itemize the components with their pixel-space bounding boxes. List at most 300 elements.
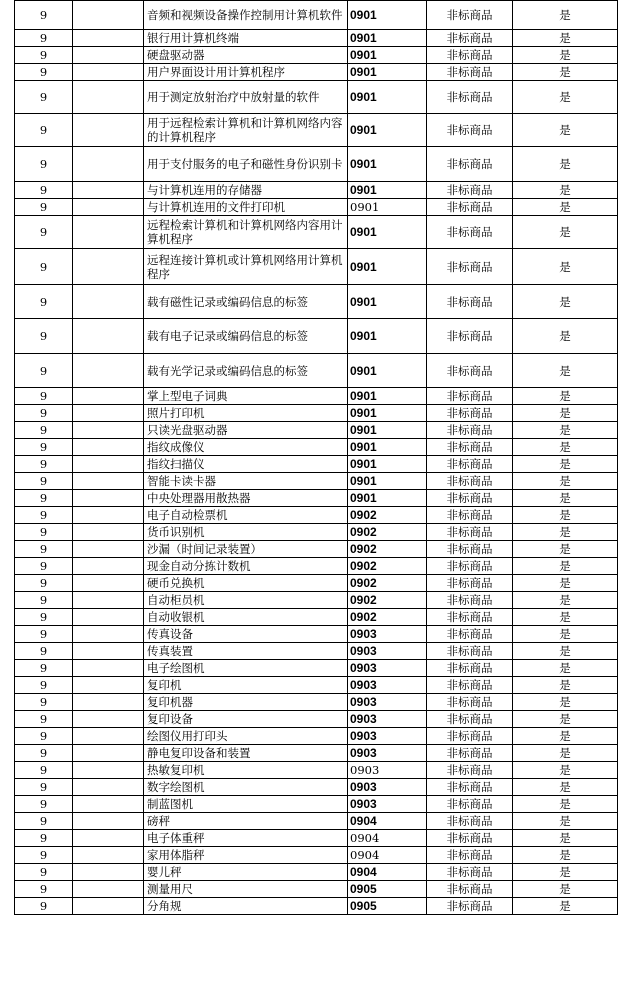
group-code-cell: 0903 <box>348 711 427 728</box>
goods-name-cell: 照片打印机 <box>144 405 348 422</box>
table-row <box>15 745 618 762</box>
class-number-cell: 9 <box>15 575 73 592</box>
blank-cell <box>73 762 144 779</box>
flag-cell: 是 <box>513 114 618 147</box>
blank-cell <box>73 694 144 711</box>
goods-type-cell: 非标商品 <box>427 677 513 694</box>
goods-name-cell: 载有电子记录或编码信息的标签 <box>144 319 348 354</box>
goods-type-cell: 非标商品 <box>427 199 513 216</box>
group-code-cell: 0901 <box>348 456 427 473</box>
blank-cell <box>73 473 144 490</box>
table-row <box>15 575 618 592</box>
class-number-cell: 9 <box>15 30 73 47</box>
goods-name-cell: 与计算机连用的文件打印机 <box>144 199 348 216</box>
blank-cell <box>73 439 144 456</box>
table-row <box>15 507 618 524</box>
group-code-cell: 0901 <box>348 249 427 285</box>
blank-cell <box>73 490 144 507</box>
blank-cell <box>73 285 144 319</box>
group-code-cell: 0905 <box>348 898 427 915</box>
goods-type-cell: 非标商品 <box>427 64 513 81</box>
group-code-cell: 0901 <box>348 216 427 249</box>
goods-name-cell: 只读光盘驱动器 <box>144 422 348 439</box>
goods-name-cell: 电子自动检票机 <box>144 507 348 524</box>
goods-name-cell: 用户界面设计用计算机程序 <box>144 64 348 81</box>
blank-cell <box>73 881 144 898</box>
goods-type-cell: 非标商品 <box>427 796 513 813</box>
class-number-cell: 9 <box>15 541 73 558</box>
goods-name-cell: 中央处理器用散热器 <box>144 490 348 507</box>
blank-cell <box>73 592 144 609</box>
goods-name-cell: 复印机器 <box>144 694 348 711</box>
class-number-cell: 9 <box>15 114 73 147</box>
goods-table <box>14 0 618 915</box>
goods-type-cell: 非标商品 <box>427 81 513 114</box>
blank-cell <box>73 643 144 660</box>
table-row <box>15 779 618 796</box>
goods-name-cell: 婴儿秤 <box>144 864 348 881</box>
table-row <box>15 592 618 609</box>
class-number-cell: 9 <box>15 592 73 609</box>
group-code-cell: 0901 <box>348 199 427 216</box>
table-row <box>15 30 618 47</box>
blank-cell <box>73 354 144 388</box>
table-row <box>15 1 618 30</box>
goods-name-cell: 远程连接计算机或计算机网络用计算机程序 <box>144 249 348 285</box>
goods-type-cell: 非标商品 <box>427 47 513 64</box>
class-number-cell: 9 <box>15 422 73 439</box>
goods-name-cell: 自动收银机 <box>144 609 348 626</box>
goods-name-cell: 掌上型电子词典 <box>144 388 348 405</box>
flag-cell: 是 <box>513 507 618 524</box>
table-row <box>15 354 618 388</box>
blank-cell <box>73 541 144 558</box>
flag-cell: 是 <box>513 422 618 439</box>
goods-type-cell: 非标商品 <box>427 762 513 779</box>
blank-cell <box>73 898 144 915</box>
blank-cell <box>73 1 144 30</box>
flag-cell: 是 <box>513 796 618 813</box>
goods-type-cell: 非标商品 <box>427 473 513 490</box>
blank-cell <box>73 81 144 114</box>
flag-cell: 是 <box>513 881 618 898</box>
blank-cell <box>73 456 144 473</box>
class-number-cell: 9 <box>15 182 73 199</box>
group-code-cell: 0903 <box>348 779 427 796</box>
table-row <box>15 47 618 64</box>
class-number-cell: 9 <box>15 711 73 728</box>
group-code-cell: 0901 <box>348 182 427 199</box>
flag-cell: 是 <box>513 728 618 745</box>
flag-cell: 是 <box>513 216 618 249</box>
group-code-cell: 0901 <box>348 47 427 64</box>
blank-cell <box>73 422 144 439</box>
class-number-cell: 9 <box>15 796 73 813</box>
blank-cell <box>73 216 144 249</box>
goods-type-cell: 非标商品 <box>427 643 513 660</box>
table-row <box>15 609 618 626</box>
blank-cell <box>73 524 144 541</box>
goods-name-cell: 制蓝图机 <box>144 796 348 813</box>
table-row <box>15 147 618 182</box>
group-code-cell: 0901 <box>348 285 427 319</box>
group-code-cell: 0901 <box>348 405 427 422</box>
goods-type-cell: 非标商品 <box>427 626 513 643</box>
goods-type-cell: 非标商品 <box>427 285 513 319</box>
class-number-cell: 9 <box>15 609 73 626</box>
goods-name-cell: 指纹扫描仪 <box>144 456 348 473</box>
flag-cell: 是 <box>513 1 618 30</box>
blank-cell <box>73 677 144 694</box>
group-code-cell: 0902 <box>348 558 427 575</box>
flag-cell: 是 <box>513 30 618 47</box>
class-number-cell: 9 <box>15 779 73 796</box>
class-number-cell: 9 <box>15 507 73 524</box>
class-number-cell: 9 <box>15 898 73 915</box>
goods-name-cell: 用于远程检索计算机和计算机网络内容的计算机程序 <box>144 114 348 147</box>
class-number-cell: 9 <box>15 456 73 473</box>
group-code-cell: 0901 <box>348 64 427 81</box>
group-code-cell: 0901 <box>348 114 427 147</box>
class-number-cell: 9 <box>15 216 73 249</box>
goods-name-cell: 用于测定放射治疗中放射量的软件 <box>144 81 348 114</box>
goods-type-cell: 非标商品 <box>427 711 513 728</box>
group-code-cell: 0901 <box>348 422 427 439</box>
blank-cell <box>73 64 144 81</box>
goods-type-cell: 非标商品 <box>427 728 513 745</box>
goods-type-cell: 非标商品 <box>427 660 513 677</box>
goods-type-cell: 非标商品 <box>427 1 513 30</box>
goods-type-cell: 非标商品 <box>427 114 513 147</box>
goods-type-cell: 非标商品 <box>427 779 513 796</box>
blank-cell <box>73 660 144 677</box>
group-code-cell: 0904 <box>348 813 427 830</box>
table-row <box>15 728 618 745</box>
table-row <box>15 439 618 456</box>
table-row <box>15 677 618 694</box>
group-code-cell: 0902 <box>348 592 427 609</box>
goods-type-cell: 非标商品 <box>427 182 513 199</box>
blank-cell <box>73 813 144 830</box>
class-number-cell: 9 <box>15 64 73 81</box>
flag-cell: 是 <box>513 898 618 915</box>
group-code-cell: 0901 <box>348 319 427 354</box>
class-number-cell: 9 <box>15 147 73 182</box>
group-code-cell: 0901 <box>348 490 427 507</box>
group-code-cell: 0901 <box>348 473 427 490</box>
class-number-cell: 9 <box>15 354 73 388</box>
group-code-cell: 0902 <box>348 524 427 541</box>
table-row <box>15 285 618 319</box>
blank-cell <box>73 711 144 728</box>
goods-name-cell: 传真装置 <box>144 643 348 660</box>
blank-cell <box>73 249 144 285</box>
flag-cell: 是 <box>513 677 618 694</box>
class-number-cell: 9 <box>15 47 73 64</box>
flag-cell: 是 <box>513 847 618 864</box>
flag-cell: 是 <box>513 779 618 796</box>
group-code-cell: 0904 <box>348 864 427 881</box>
class-number-cell: 9 <box>15 728 73 745</box>
class-number-cell: 9 <box>15 473 73 490</box>
goods-name-cell: 音频和视频设备操作控制用计算机软件 <box>144 1 348 30</box>
flag-cell: 是 <box>513 147 618 182</box>
group-code-cell: 0901 <box>348 1 427 30</box>
group-code-cell: 0903 <box>348 677 427 694</box>
group-code-cell: 0901 <box>348 388 427 405</box>
goods-name-cell: 载有磁性记录或编码信息的标签 <box>144 285 348 319</box>
flag-cell: 是 <box>513 813 618 830</box>
flag-cell: 是 <box>513 456 618 473</box>
goods-name-cell: 电子绘图机 <box>144 660 348 677</box>
goods-name-cell: 磅秤 <box>144 813 348 830</box>
goods-name-cell: 测量用尺 <box>144 881 348 898</box>
flag-cell: 是 <box>513 47 618 64</box>
table-row <box>15 64 618 81</box>
table-row <box>15 660 618 677</box>
goods-name-cell: 远程检索计算机和计算机网络内容用计算机程序 <box>144 216 348 249</box>
class-number-cell: 9 <box>15 762 73 779</box>
table-row <box>15 711 618 728</box>
blank-cell <box>73 609 144 626</box>
goods-name-cell: 与计算机连用的存储器 <box>144 182 348 199</box>
flag-cell: 是 <box>513 830 618 847</box>
flag-cell: 是 <box>513 643 618 660</box>
flag-cell: 是 <box>513 64 618 81</box>
goods-type-cell: 非标商品 <box>427 813 513 830</box>
blank-cell <box>73 114 144 147</box>
group-code-cell: 0904 <box>348 847 427 864</box>
table-row <box>15 524 618 541</box>
blank-cell <box>73 558 144 575</box>
table-row <box>15 643 618 660</box>
goods-name-cell: 复印设备 <box>144 711 348 728</box>
goods-type-cell: 非标商品 <box>427 830 513 847</box>
goods-type-cell: 非标商品 <box>427 405 513 422</box>
goods-type-cell: 非标商品 <box>427 609 513 626</box>
class-number-cell: 9 <box>15 249 73 285</box>
blank-cell <box>73 830 144 847</box>
flag-cell: 是 <box>513 592 618 609</box>
goods-name-cell: 热敏复印机 <box>144 762 348 779</box>
group-code-cell: 0903 <box>348 643 427 660</box>
goods-name-cell: 货币识别机 <box>144 524 348 541</box>
blank-cell <box>73 405 144 422</box>
class-number-cell: 9 <box>15 199 73 216</box>
group-code-cell: 0905 <box>348 881 427 898</box>
group-code-cell: 0903 <box>348 796 427 813</box>
goods-type-cell: 非标商品 <box>427 456 513 473</box>
flag-cell: 是 <box>513 609 618 626</box>
goods-type-cell: 非标商品 <box>427 147 513 182</box>
class-number-cell: 9 <box>15 643 73 660</box>
goods-type-cell: 非标商品 <box>427 439 513 456</box>
group-code-cell: 0901 <box>348 147 427 182</box>
flag-cell: 是 <box>513 388 618 405</box>
goods-type-cell: 非标商品 <box>427 422 513 439</box>
table-row <box>15 813 618 830</box>
blank-cell <box>73 745 144 762</box>
class-number-cell: 9 <box>15 81 73 114</box>
goods-name-cell: 指纹成像仪 <box>144 439 348 456</box>
class-number-cell: 9 <box>15 677 73 694</box>
table-row <box>15 796 618 813</box>
flag-cell: 是 <box>513 81 618 114</box>
goods-type-cell: 非标商品 <box>427 524 513 541</box>
table-row <box>15 864 618 881</box>
flag-cell: 是 <box>513 182 618 199</box>
group-code-cell: 0902 <box>348 507 427 524</box>
table-row <box>15 114 618 147</box>
table-row <box>15 388 618 405</box>
class-number-cell: 9 <box>15 524 73 541</box>
blank-cell <box>73 864 144 881</box>
group-code-cell: 0903 <box>348 660 427 677</box>
class-number-cell: 9 <box>15 439 73 456</box>
blank-cell <box>73 796 144 813</box>
goods-name-cell: 现金自动分拣计数机 <box>144 558 348 575</box>
table-row <box>15 456 618 473</box>
goods-name-cell: 传真设备 <box>144 626 348 643</box>
goods-type-cell: 非标商品 <box>427 592 513 609</box>
goods-name-cell: 家用体脂秤 <box>144 847 348 864</box>
class-number-cell: 9 <box>15 660 73 677</box>
flag-cell: 是 <box>513 473 618 490</box>
flag-cell: 是 <box>513 541 618 558</box>
goods-type-cell: 非标商品 <box>427 490 513 507</box>
blank-cell <box>73 182 144 199</box>
class-number-cell: 9 <box>15 881 73 898</box>
blank-cell <box>73 199 144 216</box>
flag-cell: 是 <box>513 354 618 388</box>
goods-type-cell: 非标商品 <box>427 575 513 592</box>
goods-type-cell: 非标商品 <box>427 864 513 881</box>
goods-table-body <box>15 1 618 915</box>
goods-name-cell: 硬币兑换机 <box>144 575 348 592</box>
flag-cell: 是 <box>513 711 618 728</box>
group-code-cell: 0901 <box>348 81 427 114</box>
table-row <box>15 249 618 285</box>
class-number-cell: 9 <box>15 626 73 643</box>
table-row <box>15 182 618 199</box>
class-number-cell: 9 <box>15 830 73 847</box>
class-number-cell: 9 <box>15 813 73 830</box>
blank-cell <box>73 728 144 745</box>
goods-type-cell: 非标商品 <box>427 558 513 575</box>
table-row <box>15 881 618 898</box>
table-row <box>15 81 618 114</box>
blank-cell <box>73 575 144 592</box>
table-row <box>15 847 618 864</box>
goods-type-cell: 非标商品 <box>427 745 513 762</box>
goods-type-cell: 非标商品 <box>427 354 513 388</box>
group-code-cell: 0903 <box>348 728 427 745</box>
flag-cell: 是 <box>513 864 618 881</box>
goods-name-cell: 绘图仪用打印头 <box>144 728 348 745</box>
blank-cell <box>73 30 144 47</box>
goods-name-cell: 沙漏（时间记录装置） <box>144 541 348 558</box>
goods-name-cell: 静电复印设备和装置 <box>144 745 348 762</box>
table-row <box>15 405 618 422</box>
table-row <box>15 898 618 915</box>
group-code-cell: 0903 <box>348 626 427 643</box>
class-number-cell: 9 <box>15 490 73 507</box>
flag-cell: 是 <box>513 490 618 507</box>
group-code-cell: 0902 <box>348 575 427 592</box>
table-row <box>15 199 618 216</box>
class-number-cell: 9 <box>15 388 73 405</box>
goods-name-cell: 复印机 <box>144 677 348 694</box>
goods-type-cell: 非标商品 <box>427 30 513 47</box>
flag-cell: 是 <box>513 319 618 354</box>
class-number-cell: 9 <box>15 745 73 762</box>
blank-cell <box>73 47 144 64</box>
flag-cell: 是 <box>513 626 618 643</box>
blank-cell <box>73 847 144 864</box>
goods-type-cell: 非标商品 <box>427 249 513 285</box>
blank-cell <box>73 319 144 354</box>
class-number-cell: 9 <box>15 558 73 575</box>
table-row <box>15 830 618 847</box>
goods-name-cell: 数字绘图机 <box>144 779 348 796</box>
class-number-cell: 9 <box>15 319 73 354</box>
table-row <box>15 319 618 354</box>
flag-cell: 是 <box>513 694 618 711</box>
goods-type-cell: 非标商品 <box>427 319 513 354</box>
blank-cell <box>73 147 144 182</box>
flag-cell: 是 <box>513 199 618 216</box>
goods-name-cell: 银行用计算机终端 <box>144 30 348 47</box>
flag-cell: 是 <box>513 660 618 677</box>
group-code-cell: 0903 <box>348 762 427 779</box>
class-number-cell: 9 <box>15 864 73 881</box>
table-row <box>15 541 618 558</box>
table-row <box>15 422 618 439</box>
goods-type-cell: 非标商品 <box>427 694 513 711</box>
class-number-cell: 9 <box>15 285 73 319</box>
goods-name-cell: 分角规 <box>144 898 348 915</box>
goods-name-cell: 硬盘驱动器 <box>144 47 348 64</box>
blank-cell <box>73 626 144 643</box>
blank-cell <box>73 779 144 796</box>
flag-cell: 是 <box>513 575 618 592</box>
goods-type-cell: 非标商品 <box>427 847 513 864</box>
flag-cell: 是 <box>513 405 618 422</box>
table-row <box>15 762 618 779</box>
flag-cell: 是 <box>513 439 618 456</box>
flag-cell: 是 <box>513 558 618 575</box>
goods-name-cell: 电子体重秤 <box>144 830 348 847</box>
table-row <box>15 626 618 643</box>
blank-cell <box>73 507 144 524</box>
group-code-cell: 0902 <box>348 609 427 626</box>
class-number-cell: 9 <box>15 847 73 864</box>
table-row <box>15 216 618 249</box>
blank-cell <box>73 388 144 405</box>
goods-name-cell: 载有光学记录或编码信息的标签 <box>144 354 348 388</box>
goods-name-cell: 智能卡读卡器 <box>144 473 348 490</box>
group-code-cell: 0902 <box>348 541 427 558</box>
group-code-cell: 0903 <box>348 745 427 762</box>
class-number-cell: 9 <box>15 694 73 711</box>
goods-type-cell: 非标商品 <box>427 388 513 405</box>
group-code-cell: 0904 <box>348 830 427 847</box>
goods-type-cell: 非标商品 <box>427 216 513 249</box>
goods-type-cell: 非标商品 <box>427 541 513 558</box>
group-code-cell: 0901 <box>348 354 427 388</box>
table-row <box>15 473 618 490</box>
flag-cell: 是 <box>513 285 618 319</box>
